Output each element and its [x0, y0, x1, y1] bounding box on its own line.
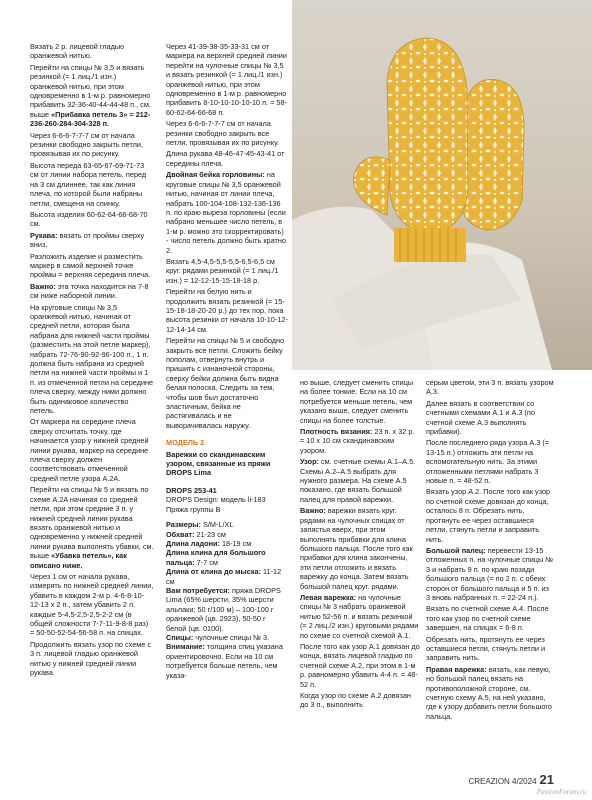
- paragraph: Вязать 4,5-4,5-5,5-5,5-6,5-6,5 см круг. рядами резинкой (= 1 лиц./1 изн.) = 12-12-15-15-18-18 р.: [166, 256, 279, 285]
- paragraph: Плотность вязания: 23 п. х 32 р. = 10 х 10 см скандинавским узором.: [300, 427, 415, 455]
- model-label: МОДЕЛЬ 2: [166, 438, 205, 448]
- spec-line: Внимание: толщина спиц указана ориентировочно. Если на 10 см потребуется больше петель, чем указа-: [166, 642, 283, 680]
- paragraph: Через 41-39-38-35-33-31 см от маркера на верхней средней линии перейти на чулочные спицы № 3,5 и вязать резинкой (= 1 лиц./1 изн.) оранжевой нитью, при этом одновременно в 1-м р. равномерно прибавить 8-10-10-10-10-10 п. = 58-60-62-64-66-68 п.: [166, 42, 287, 117]
- spec-line: Обхват: 21-23 см: [166, 529, 226, 539]
- column-1: [30, 42, 154, 679]
- column-3: [300, 378, 420, 712]
- mittens-photo: [292, 0, 592, 370]
- paragraph: После последнего ряда узора А.3 (= 13-15 п.) отложить эти петли на вспомогательную нить. За этими отложенными петлями набрать 3 новые п. = 48-52 п.: [426, 438, 550, 486]
- paragraph: Разложить изделие и разместить маркер в самой верхней точке проймы = верхняя середина плеча.: [30, 251, 151, 280]
- paragraph: Через 6-6-6-7-7-7 см от начала резинки свободно закрыть петли, провязывая их по рисунку.: [30, 130, 144, 159]
- spec-line: Спицы: чулочные спицы № 3.: [166, 632, 270, 642]
- column-2: [166, 42, 288, 682]
- paragraph: Перейти на спицы № 5 и свободно закрыть все петли. Сложить бейку пополам, отвернуть внутрь и пришить с изнаночной стороны, сверху бейки должна быть видна белая полоска. Следить за тем, чтобы шов был достаточно эластичным, бейка не растягивалась и не выворачивалась наружу.: [166, 336, 285, 430]
- column-4: [426, 378, 554, 723]
- paragraph: На круговые спицы № 3,5 оранжевой нитью, начиная от средней петли, которая была набрана для нижней части проймы (разместить на этой петле маркер), набрать 72-76-90-92-96-100 п., 1 п. должна быть набрана из средней петли на нижней части проймы и 1 п. из отмеченной петли на середине плеча сверху, между ними должно быть одинаковое количество петель.: [30, 302, 154, 416]
- paragraph: Перейти на спицы № 3,5 и вязать резинкой (= 1 лиц./1 изн.) оранжевой нитью, при этом одновременно в 1-м р. равномерно прибавить 32-36-40-44-44-48 п., см. выше «Прибавка петель 3» = 212-236-260-284-304-328 п.: [30, 62, 151, 129]
- watermark: PassionForum.ru: [536, 787, 586, 796]
- page-footer: [468, 771, 555, 787]
- spec-line: Длина ладони: 18-19 см: [166, 538, 252, 548]
- yarn-group: Пряжа группы B: [166, 504, 221, 514]
- paragraph: Обрезать нить, протянуть ее через оставшиеся петли, стянуть петли и заправить нить.: [426, 634, 546, 663]
- paragraph: но выше, следует сменить спицы на более тонкие. Если на 10 см потребуется меньше петель, чем указано выше, следует сменить спицы на более толстые.: [300, 378, 414, 425]
- paragraph: Большой палец: перевести 13-15 отложенных п. на чулочные спицы № 3 и набрать 9 п. по краю позади большого пальца (= по 2 п. с обеих сторон от большого пальца и 5 п. из 3 вновь набранных п. = 22-24 п.).: [426, 545, 554, 602]
- spec-line: Размеры: S/M-L/XL: [166, 520, 234, 530]
- paragraph: Высота переда 63-65-67-69-71-73 см от линии набора петель, перед на 3 см длиннее, так как линия плеча, по которой были набраны петли, смещена на спинку.: [30, 160, 147, 208]
- paragraph: Длина рукава 48-46-47-45-43-41 от середины плеча.: [166, 149, 285, 168]
- design-line: DROPS Design: модель li-183: [166, 495, 266, 505]
- paragraph: Высота изделия 60-62-64-66-68-70 см.: [30, 209, 148, 229]
- paragraph: Рукава: вязать от проймы сверху вниз.: [30, 230, 145, 250]
- paragraph: серым цветом, эти 3 п. вязать узором А.3.: [426, 378, 554, 397]
- paragraph: Далее вязать в соответствии со счетными схемами А.1 и А.3 (по счетной схеме А.3 выполнять прибавки).: [426, 398, 535, 437]
- paragraph: После того как узор А.1 довязан до конца, вязать лицевой гладью по счетной схеме А.2, при этом в 1-м р. равномерно убавить 4-4 п. = 48-52 п.: [300, 641, 420, 689]
- paragraph: Когда узор по схеме А.2 довязан до 3 п., выполнить: [300, 691, 411, 710]
- model-title: Варежки со скандинавским узором, связанные из пряжи DROPS Lima: [166, 449, 271, 478]
- magazine-name: CREAZION 4/2024: [468, 776, 537, 786]
- knitted-mitten-illustration: [292, 0, 592, 370]
- paragraph: Через 6-6-6-7-7-7 см от начала резинки свободно закрыть все петли, провязывая их по рисунку.: [166, 119, 280, 148]
- paragraph: Правая варежка: вязать, как левую, но большой палец вязать на противоположной стороне, см. счетную схему А.5, на ней указано, где к узору добавить петли большого пальца.: [426, 664, 552, 721]
- paragraph: Через 1 см от начала рукава, измерять по нижней средней линии, убавить в каждом 2-м р. 4-6-8-10-12-13 х 2 п., затем убавить 2 п. каждые 5-4,5-2,5-2,5-2-2 см (в общей сложности 7-7-11-9-8-8 раз) = 50-50-52-54-56-58 п. на спицах.: [30, 571, 154, 638]
- paragraph: Узор: см. счетные схемы А.1–А.5. Схемы А.2–А.5 выбрать для нужного размера. На схеме А.5 показано, где вязать большой палец для правой варежки.: [300, 457, 416, 504]
- paragraph: Важно: варежки вязать круг. рядами на чулочных спицах от запястья вверх, при этом выполнять прибавки для клина большого пальца. После того как прибавки для клина закончены, эти петли отложить и вязать варежку до конца. Затем вязать большой палец круг. рядами.: [300, 506, 413, 591]
- paragraph: Двойная бейка горловины: на круговые спицы № 3,5 оранжевой нитью, начиная от линии плеча, набрать 100-104-108-132-136-136 п. по краю выреза горловины (если набрано меньшее число петель, в 1-м р. можно это скорректировать) - число петель должно быть кратно 2.: [166, 170, 286, 255]
- paragraph: Левая варежка: на чулочные спицы № 3 набрать оранжевой нитью 52-56 п. и вязать резинкой (= 2 лиц./2 изн.) круговыми рядами по схеме со счетной схемой А.1.: [300, 592, 419, 640]
- page-number: 21: [539, 771, 554, 787]
- paragraph: Важно: эта точка находится на 7-8 см ниже наборной линии.: [30, 281, 149, 301]
- paragraph: Перейти на спицы № 5 и вязать по схеме A.2A начиная со средней петли, при этом средние 3 п. у нижней средней линии рукава вязать оранжевой нитью и одновременно у нижней средней линии рукава выполнять убавки, см. выше «Убавка петель», как описано ниже.: [30, 485, 154, 570]
- spec-line: Длина клина для большого пальца: 7-7 см: [166, 548, 266, 567]
- paragraph: Вязать 2 р. лицевой гладью оранжевой нитью.: [30, 42, 125, 61]
- pattern-code: DROPS 253-41: [166, 485, 217, 495]
- spec-line: Длина от клина до мыска: 11-12 см: [166, 567, 282, 586]
- spec-line: Вам потребуется: пряжа DROPS Lima (65% шерсти, 35% шерсти альпаки; 50 г/100 м) – 100-100 г оранжевой (цв. 2923), 50-50 г белой (цв. 0100).: [166, 585, 281, 633]
- paragraph: Вязать узор А.2. После того как узор по счетной схеме довязан до конца, осталось 8 п. Обрезать нить, протянуть ее через оставшиеся петли, стянуть петли и заправить нить.: [426, 487, 551, 544]
- paragraph: От маркера на середине плеча сверху отсчитать точку, где начинается узор у нижней средней линии рукава, маркер на середине плеча сверху должен соответствовать отмеченной средней петле узора A.2A.: [30, 417, 149, 483]
- paragraph: Продолжить вязать узор по схеме с 3 п. лицевой гладью оранжевой нитью у нижней средней линии рукава.: [30, 639, 152, 677]
- paragraph: Перейти на белую нить и продолжить вязать резинкой (= 15-15-18-18-20-20 р.) до тех пор, пока высота резинки от начала 10-10-12-12-14-14 см.: [166, 287, 288, 334]
- paragraph: Вязать по счетной схеме А.4. После того как узор по счетной схеме завершен, на спицах = 6-8 п.: [426, 604, 549, 633]
